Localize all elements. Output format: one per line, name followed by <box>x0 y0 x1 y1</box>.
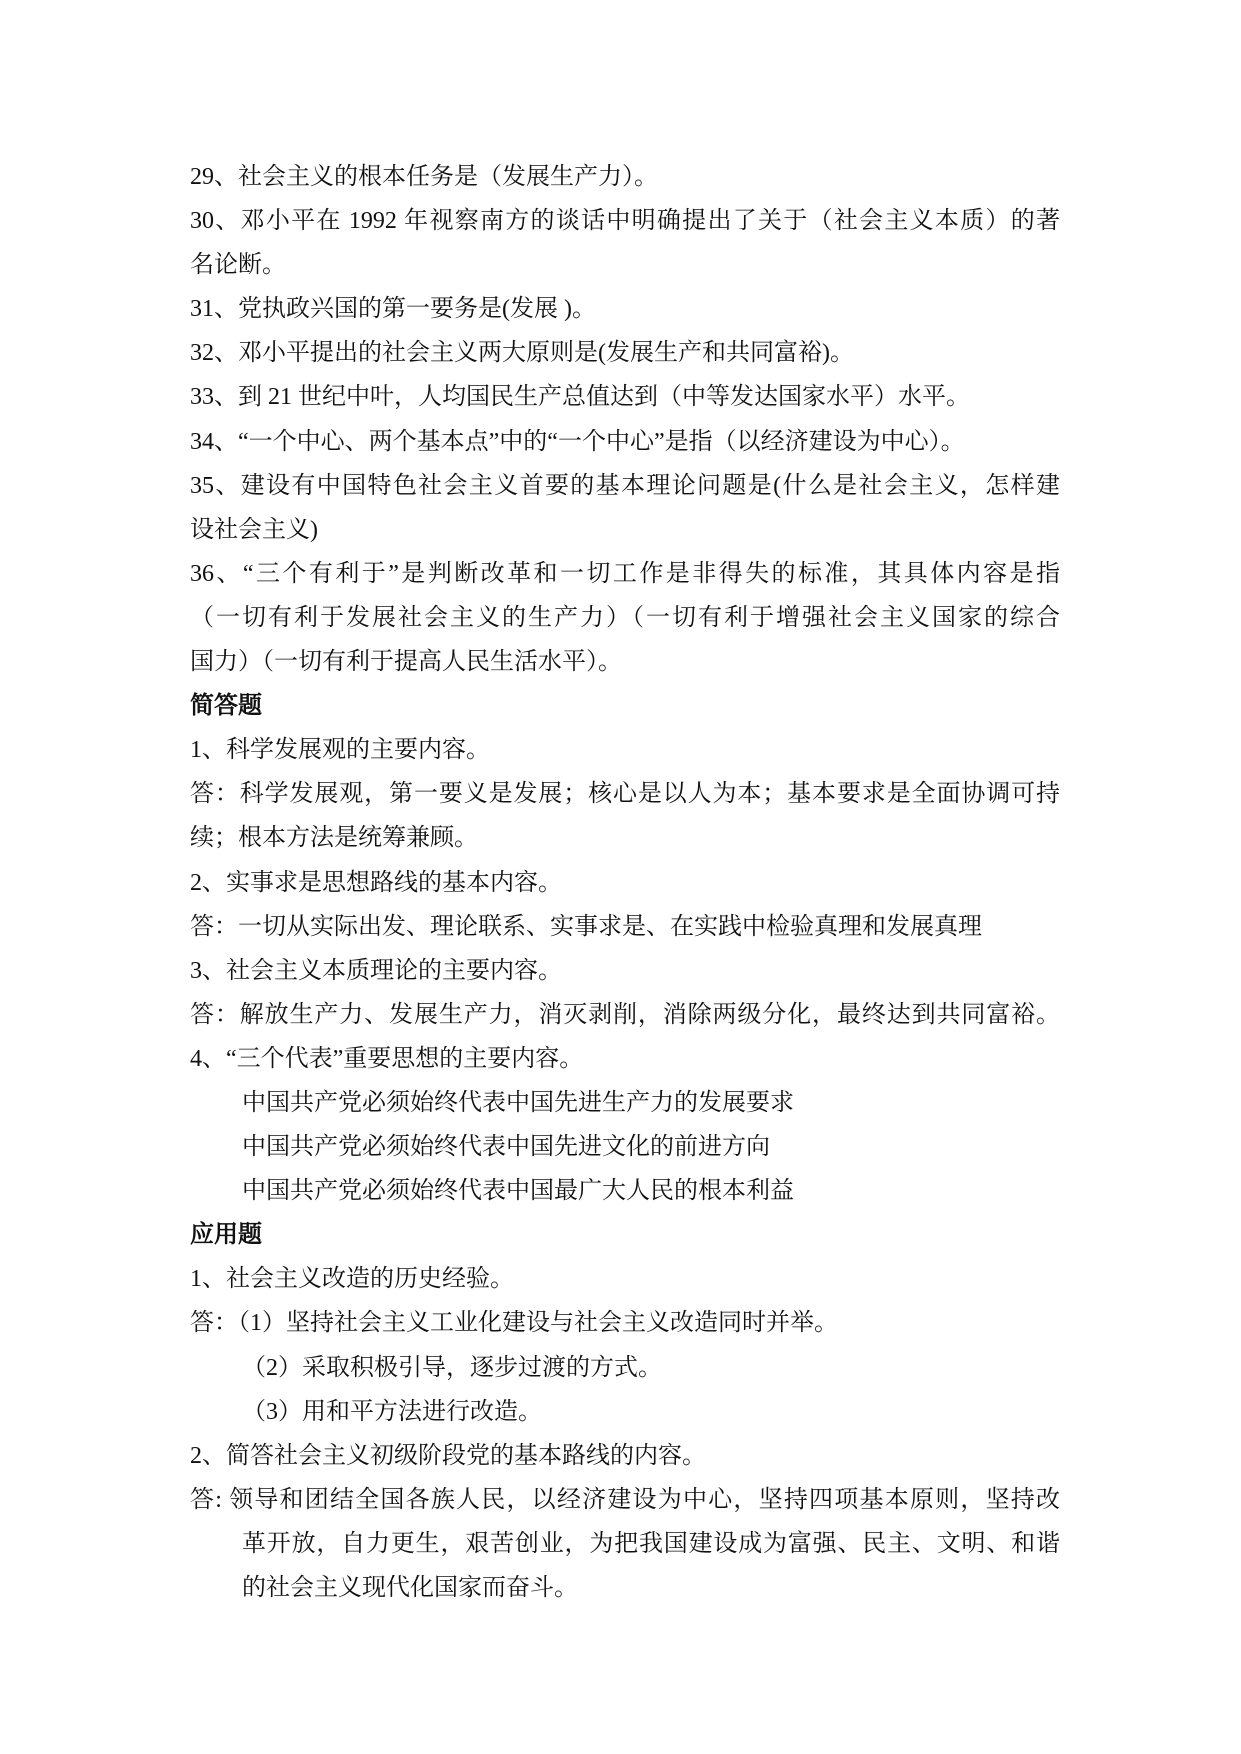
short-answer-question-3: 3、社会主义本质理论的主要内容。 <box>190 957 562 984</box>
application-question-1: 1、社会主义改造的历史经验。 <box>190 1266 514 1293</box>
short-answer-answer-2: 答：一切从实际出发、理论联系、实事求是、在实践中检验真理和发展真理 <box>190 913 982 940</box>
fill-in-item-36-line-3: 国力）（一切有利于提高人民生活水平）。 <box>190 649 622 676</box>
fill-in-item-30-line-2: 名论断。 <box>190 252 286 279</box>
short-answer-answer-1-line-1: 答：科学发展观，第一要义是发展；核心是以人为本；基本要求是全面协调可持 <box>190 781 1060 808</box>
fill-in-item-36-line-2: （一切有利于发展社会主义的生产力）（一切有利于增强社会主义国家的综合 <box>190 604 1060 631</box>
short-answer-answer-3: 答：解放生产力、发展生产力，消灭剥削，消除两级分化，最终达到共同富裕。 <box>190 1001 1060 1028</box>
fill-in-section <box>190 155 1060 684</box>
application-section <box>190 1213 1060 1610</box>
short-answer-question-4: 4、“三个代表”重要思想的主要内容。 <box>190 1045 584 1072</box>
application-answer-2-line-3: 的社会主义现代化国家而奋斗。 <box>242 1575 578 1601</box>
short-answer-answer-4-line-1: 中国共产党必须始终代表中国先进生产力的发展要求 <box>242 1089 794 1116</box>
short-answer-question-1: 1、科学发展观的主要内容。 <box>190 737 490 764</box>
fill-in-item-35-line-1: 35、建设有中国特色社会主义首要的基本理论问题是(什么是社会主义，怎样建 <box>190 472 1060 499</box>
application-answer-1-line-3: （3）用和平方法进行改造。 <box>242 1398 542 1425</box>
application-answer-1-line-2: （2）采取积极引导，逐步过渡的方式。 <box>242 1354 662 1381</box>
application-answer-1-line-1: 答：（1）坚持社会主义工业化建设与社会主义改造同时并举。 <box>190 1310 838 1337</box>
short-answer-answer-4-line-2: 中国共产党必须始终代表中国先进文化的前进方向 <box>242 1134 770 1161</box>
application-answer-2-line-1: 答: 领导和团结全国各族人民，以经济建设为中心，坚持四项基本原则，坚持改 <box>190 1486 1060 1513</box>
short-answer-answer-1-line-2: 续；根本方法是统筹兼顾。 <box>190 825 478 852</box>
short-answer-section <box>190 684 1060 1213</box>
short-answer-question-2: 2、实事求是思想路线的基本内容。 <box>190 869 562 896</box>
short-answer-answer-4-line-3: 中国共产党必须始终代表中国最广大人民的根本利益 <box>242 1178 794 1205</box>
fill-in-item-34: 34、“一个中心、两个基本点”中的“一个中心”是指（以经济建设为中心）。 <box>190 428 965 455</box>
fill-in-item-32: 32、邓小平提出的社会主义两大原则是(发展生产和共同富裕)。 <box>190 340 854 367</box>
short-answer-heading: 简答题 <box>190 693 262 720</box>
application-heading: 应用题 <box>190 1222 262 1249</box>
fill-in-item-36-line-1: 36、“三个有利于”是判断改革和一切工作是非得失的标准，其具体内容是指 <box>190 560 1060 587</box>
fill-in-item-33: 33、到 21 世纪中叶，人均国民生产总值达到（中等发达国家水平）水平。 <box>190 384 970 411</box>
document-page <box>190 155 1060 1610</box>
fill-in-item-29: 29、社会主义的根本任务是（发展生产力）。 <box>190 164 658 190</box>
application-answer-2-line-2: 革开放，自力更生，艰苦创业，为把我国建设成为富强、民主、文明、和谐 <box>242 1530 1060 1557</box>
fill-in-item-35-line-2: 设社会主义) <box>190 516 318 543</box>
application-question-2: 2、简答社会主义初级阶段党的基本路线的内容。 <box>190 1442 706 1469</box>
fill-in-item-31: 31、党执政兴国的第一要务是(发展 )。 <box>190 296 596 323</box>
fill-in-item-30-line-1: 30、邓小平在 1992 年视察南方的谈话中明确提出了关于（社会主义本质）的著 <box>190 208 1060 235</box>
